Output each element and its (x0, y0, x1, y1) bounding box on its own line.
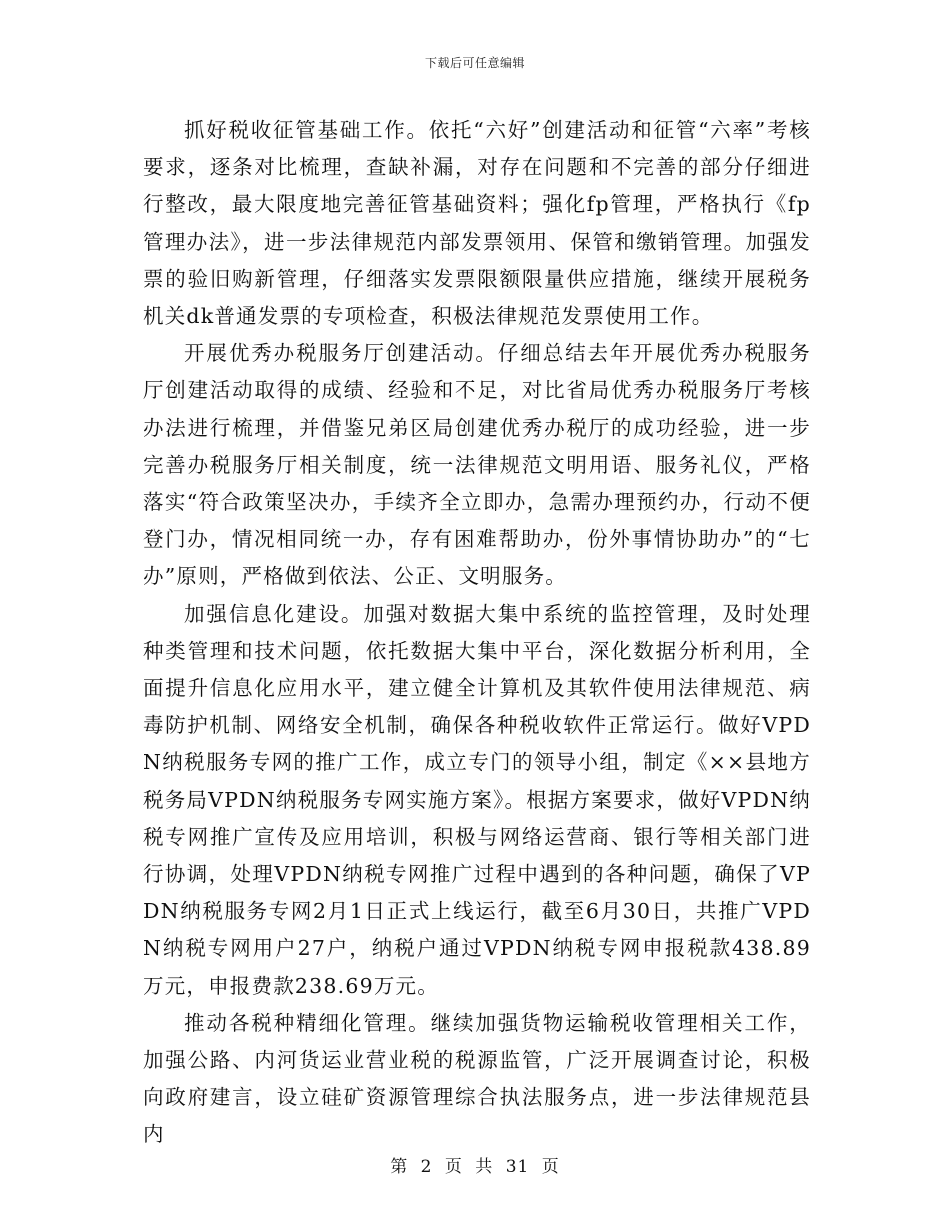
paragraph-tax-collection-basics: 抓好税收征管基础工作。依托“六好”创建活动和征管“六率”考核要求，逐条对比梳理，查缺补漏，对存在问题和不完善的部分仔细进行整改，最大限度地完善征管基础资料；强化fp管理，严格执行《fp管理办法》，进一步法律规范内部发票领用、保管和缴销管理。加强发票的验旧购新管理，仔细落实发票限额限量供应措施，继续开展税务机关dk普通发票的专项检查，积极法律规范发票使用工作。 (143, 118, 811, 329)
page-header-note: 下载后可任意编辑 (424, 56, 525, 70)
paragraph-fine-management: 推动各税种精细化管理。继续加强货物运输税收管理相关工作，加强公路、内河货运业营业税的税源监管，广泛开展调查讨论，积极向政府建言，设立硅矿资源管理综合执法服务点，进一步法律规范县内 (143, 1010, 811, 1147)
document-body (143, 112, 811, 1154)
paragraph-informatization: 加强信息化建设。加强对数据大集中系统的监控管理，及时处理种类管理和技术问题，依托数据大集中平台，深化数据分析利用，全面提升信息化应用水平，建立健全计算机及其软件使用法律规范、病毒防护机制、网络安全机制，确保各种税收软件正常运行。做好VPDN纳税服务专网的推广工作，成立专门的领导小组，制定《××县地方税务局VPDN纳税服务专网实施方案》。根据方案要求，做好VPDN纳税专网推广宣传及应用培训，积极与网络运营商、银行等相关部门进行协调，处理VPDN纳税专网推广过程中遇到的各种问题，确保了VPDN纳税服务专网2月1日正式上线运行，截至6月30日，共推广VPDN纳税专网用户27户，纳税户通过VPDN纳税专网申报税款438.89万元，申报费款238.69万元。 (143, 601, 811, 998)
page-footer-number: 第 2 页 共 31 页 (390, 1157, 560, 1177)
paragraph-service-hall: 开展优秀办税服务厅创建活动。仔细总结去年开展优秀办税服务厅创建活动取得的成绩、经验和不足，对比省局优秀办税服务厅考核办法进行梳理，并借鉴兄弟区局创建优秀办税厅的成功经验，进一步完善办税服务厅相关制度，统一法律规范文明用语、服务礼仪，严格落实“符合政策坚决办，手续齐全立即办，急需办理预约办，行动不便登门办，情况相同统一办，存有困难帮助办，份外事情协助办”的“七办”原则，严格做到依法、公正、文明服务。 (143, 341, 811, 589)
